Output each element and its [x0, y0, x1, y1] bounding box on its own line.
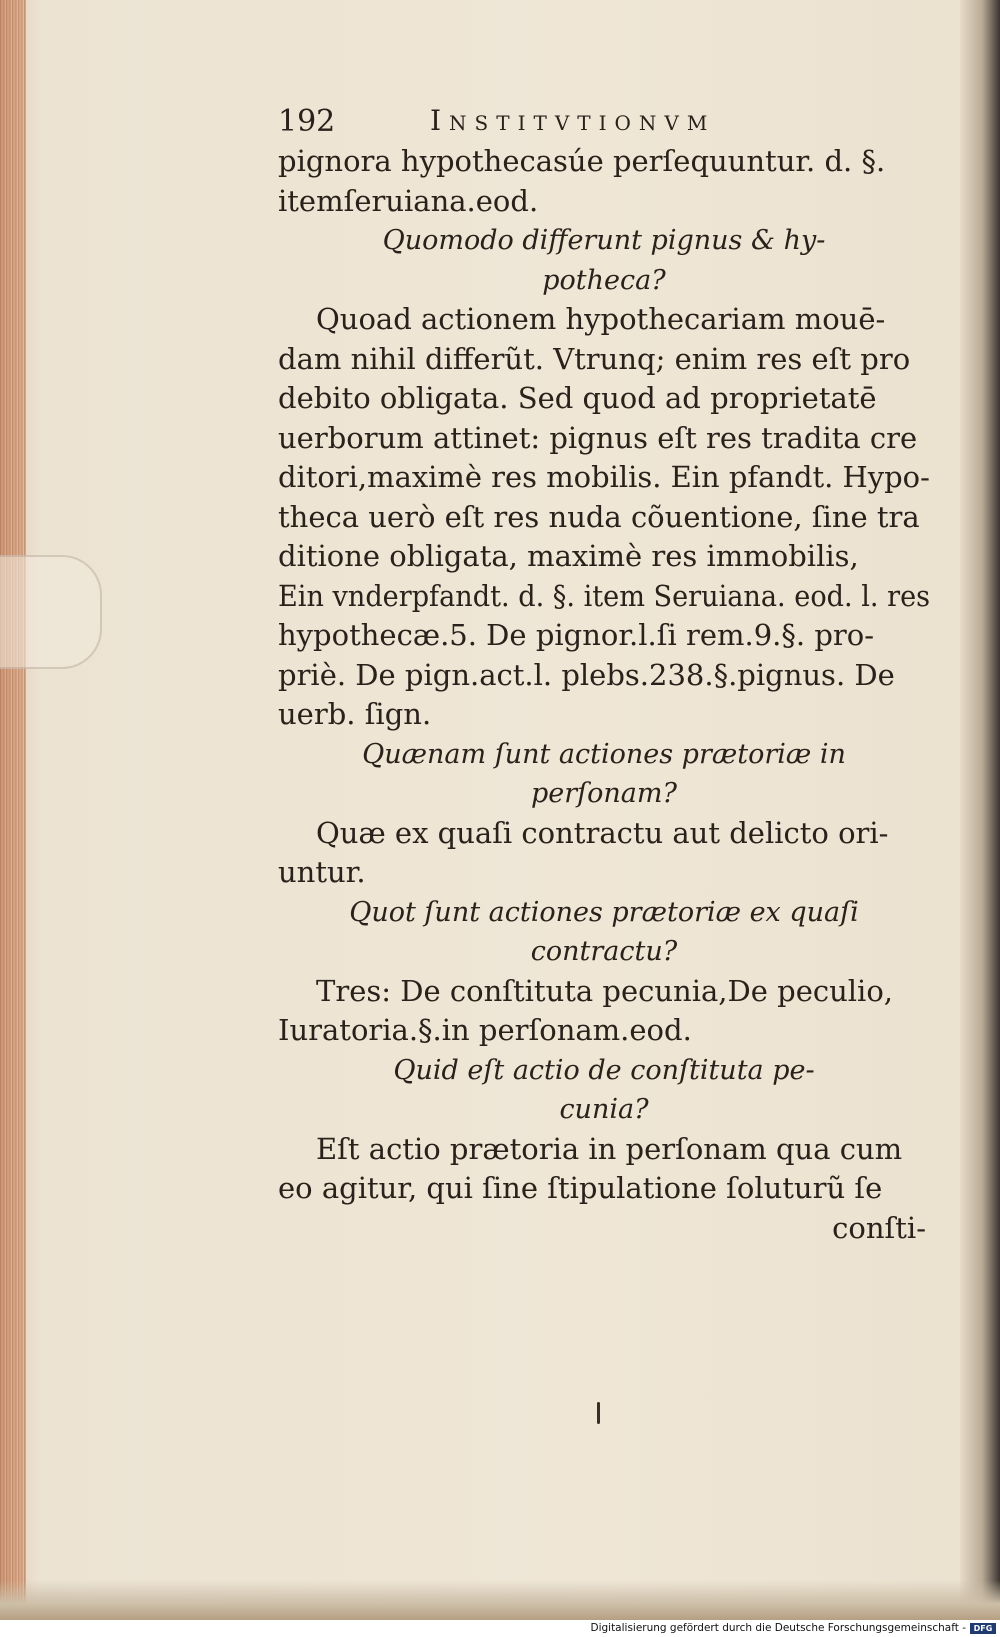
text-line: contractu? — [530, 936, 678, 967]
text-line: Tres: De conſtituta pecunia,De peculio, — [316, 973, 894, 1008]
running-title: Institvtionvm — [430, 104, 716, 137]
text-line: pignora hypothecasúe perſequuntur. d. §. — [278, 144, 886, 178]
text-line: Quot ſunt actiones prætoriæ ex quaſi — [349, 896, 859, 928]
paragraph — [278, 300, 930, 735]
text-line: hypothecæ.5. De pignor.l.ſi rem.9.§. pro- — [278, 618, 875, 652]
text-line: cunia? — [559, 1094, 649, 1125]
text-line: Quid eſt actio de conſtituta pe- — [393, 1054, 815, 1086]
text-line: uerborum attinet: pignus eſt res tradita cre — [278, 420, 918, 455]
question-heading — [278, 1051, 930, 1130]
text-line: Quænam ſunt actiones prætoriæ in — [362, 738, 846, 770]
page-clasp-shadow — [0, 555, 102, 669]
text-line: priè. De pign.act.l. plebs.238.§.pignus. De — [278, 657, 895, 692]
text-line: Quomodo differunt pignus & hy- — [382, 225, 826, 256]
text-line: theca uerò eſt res nuda cõuentione, ſine tra — [278, 499, 920, 534]
text-line: Ein vnderpfandt. d. §. item Seruiana. eod. l. res — [278, 578, 931, 613]
text-block — [278, 98, 930, 1248]
running-head — [278, 98, 930, 142]
paragraph — [278, 1130, 930, 1209]
text-line: Iuratoria.§.in perſonam.eod. — [278, 1013, 692, 1047]
text-line: Quæ ex quaſi contractu aut delicto ori- — [316, 815, 889, 850]
text-line: untur. — [278, 855, 366, 889]
digitization-footer — [0, 1620, 1000, 1637]
text-line: eo agitur, qui ſine ſtipulatione ſoluturũ ſe — [278, 1171, 883, 1205]
text-line: itemſeruiana.eod. — [278, 183, 539, 218]
text-line: potheca? — [542, 264, 666, 296]
paragraph — [278, 972, 930, 1051]
footer-credit-text: Digitalisierung gefördert durch die Deutsche Forschungsgemeinschaft - — [590, 1622, 966, 1634]
body-text — [278, 142, 930, 1209]
text-line: ditione obligata, maximè res immobilis, — [278, 539, 859, 573]
page-edge-left — [0, 0, 26, 1620]
question-heading — [278, 221, 930, 300]
page-edge-right — [960, 0, 1000, 1620]
ink-mark — [597, 1402, 600, 1424]
text-line: Eſt actio prætoria in perſonam qua cum — [316, 1131, 903, 1166]
text-line: debito obligata. Sed quod ad proprietatē — [278, 381, 877, 415]
dfg-logo: DFG — [970, 1623, 996, 1634]
text-line: Quoad actionem hypothecariam mouē- — [316, 302, 886, 336]
question-heading — [278, 735, 930, 814]
page-number: 192 — [278, 104, 336, 139]
text-line: uerb. ſign. — [278, 697, 432, 731]
catchword: conſti- — [832, 1210, 926, 1245]
question-heading — [278, 893, 930, 972]
text-line: perſonam? — [531, 778, 677, 809]
paragraph — [278, 814, 930, 893]
paragraph — [278, 142, 930, 221]
text-line: ditori,maximè res mobilis. Ein pfandt. Hypo- — [278, 460, 930, 494]
page-bottom-shadow — [0, 1580, 1000, 1620]
text-line: dam nihil differũt. Vtrunq; enim res eſt pro — [278, 341, 911, 376]
